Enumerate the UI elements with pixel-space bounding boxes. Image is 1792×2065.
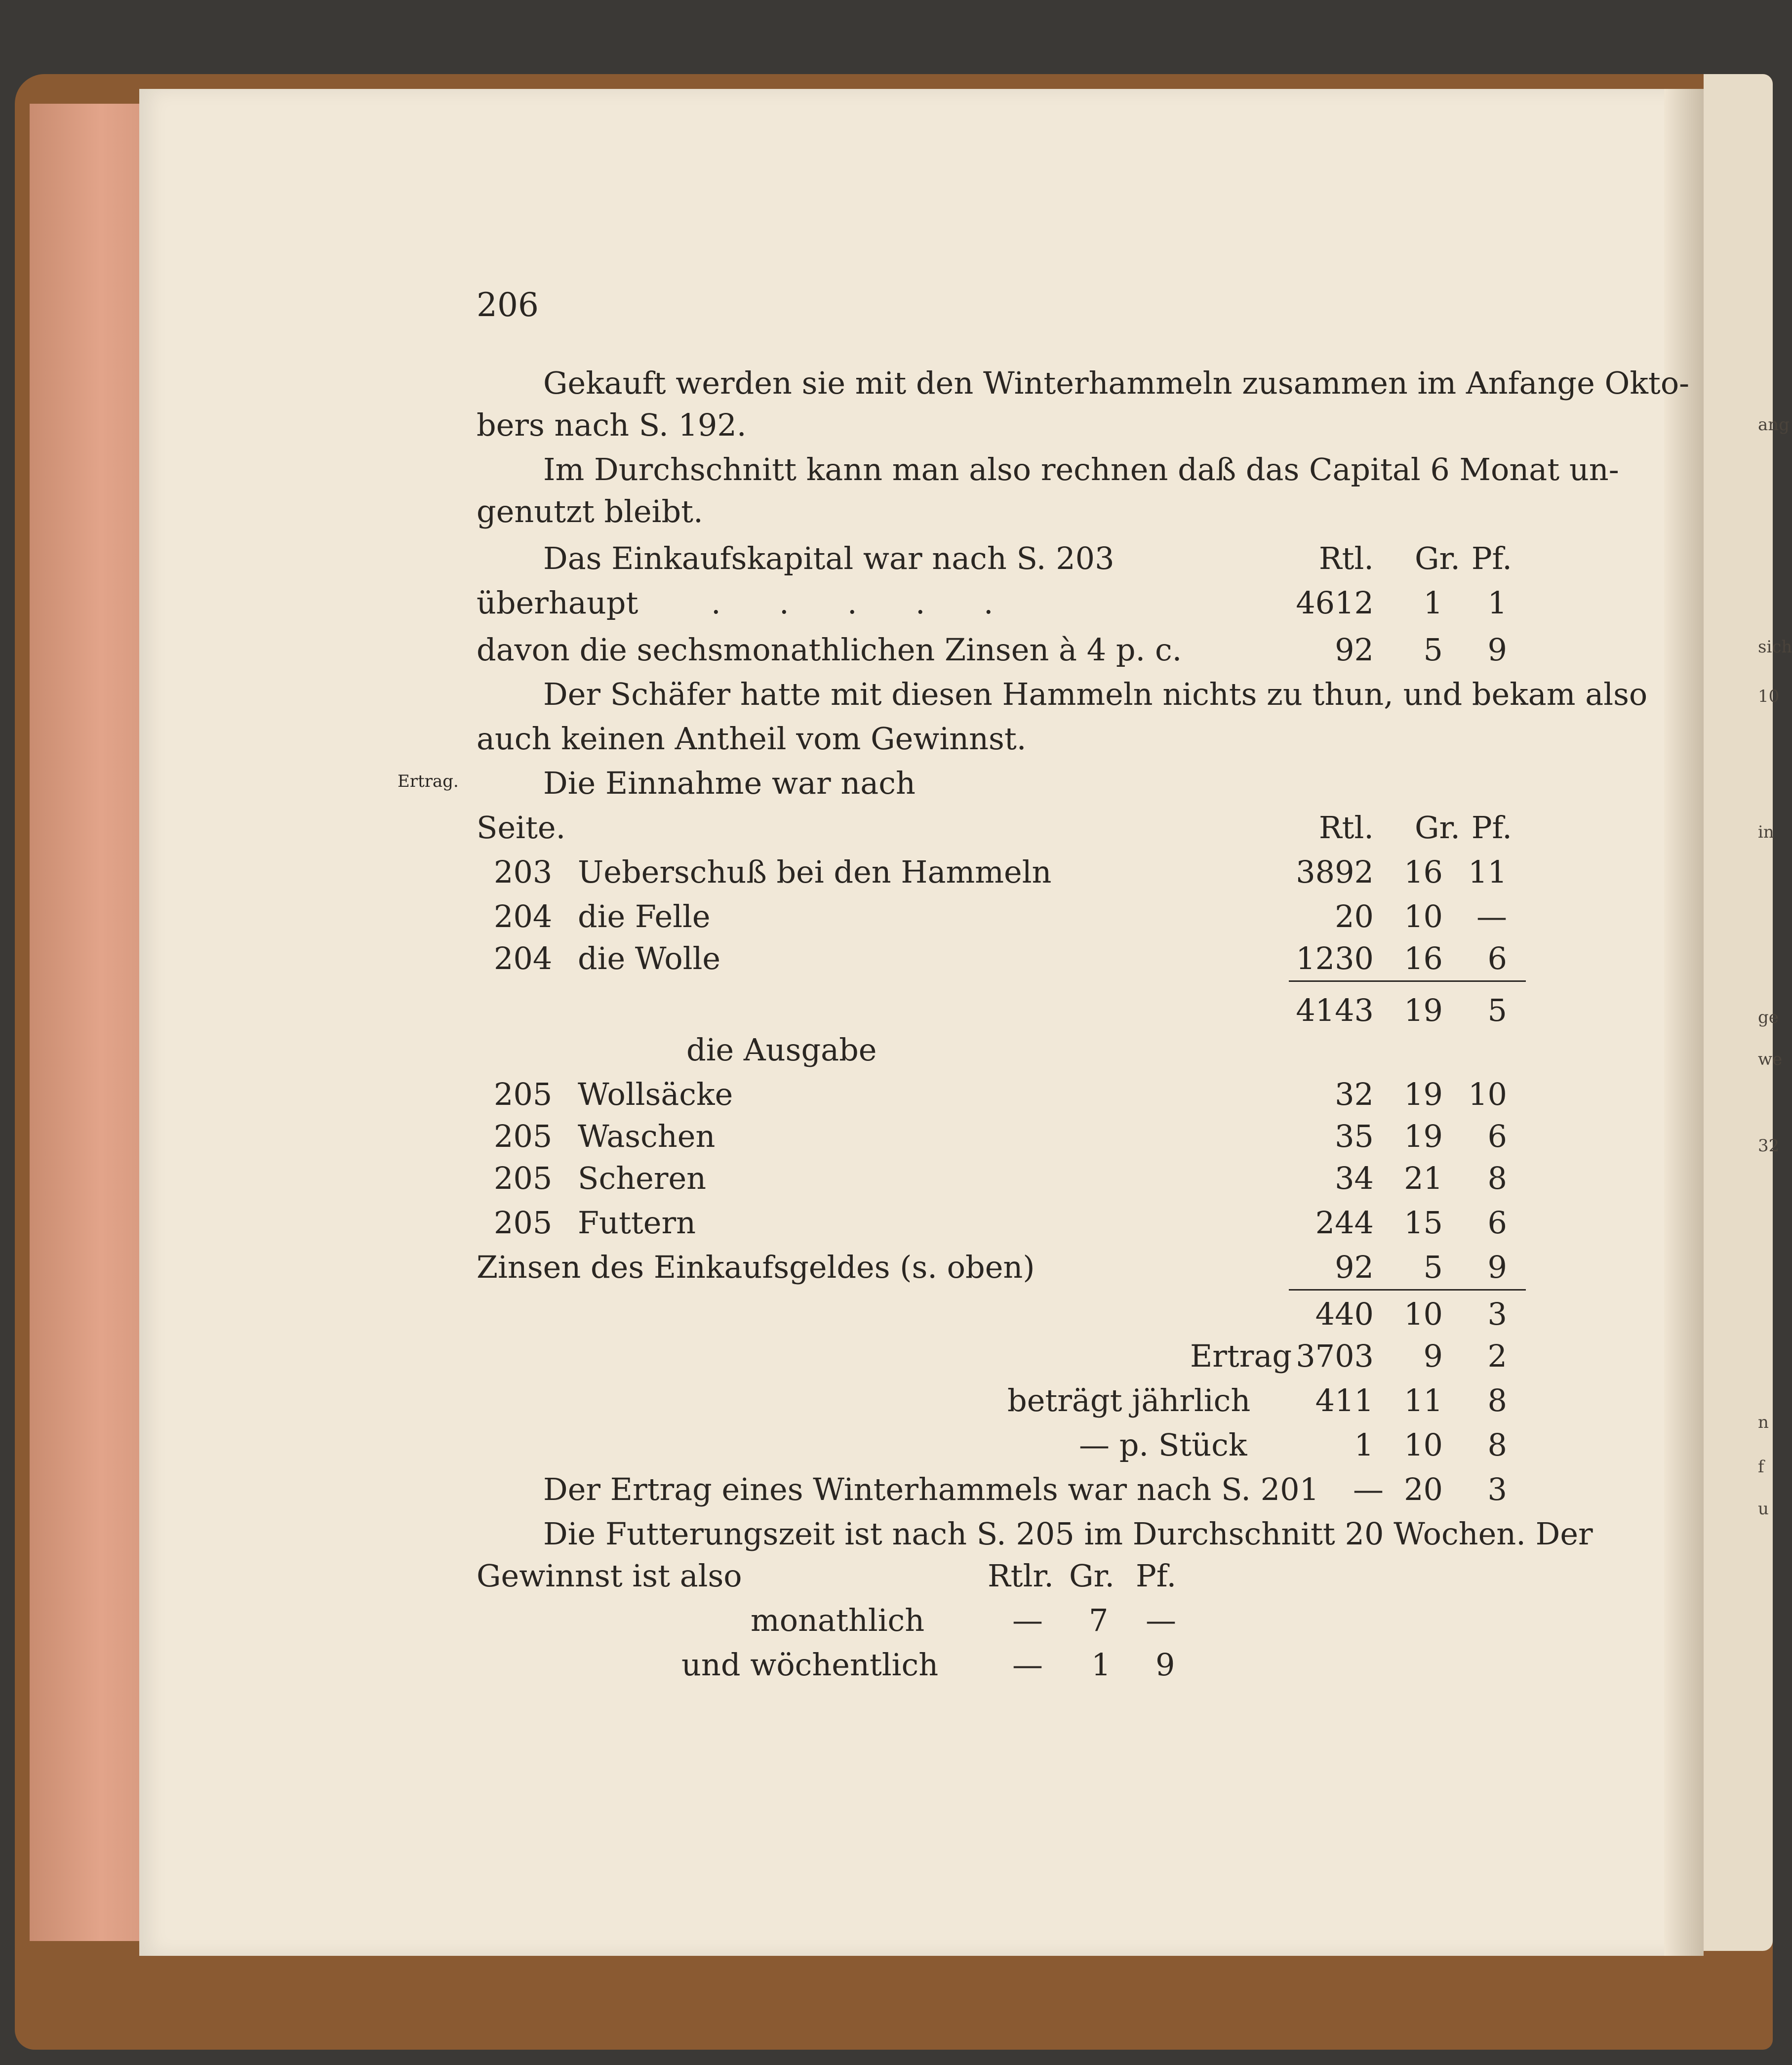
value-rtl: 1 <box>1354 1427 1374 1463</box>
value-gr: 11 <box>1404 1382 1443 1418</box>
row-seite: 203 <box>494 854 553 890</box>
value-gr: 10 <box>1404 898 1443 934</box>
header-rtl: Rtl. <box>1318 810 1374 846</box>
value-pf: 9 <box>1487 1249 1507 1285</box>
total-rtl: 4143 <box>1296 992 1374 1028</box>
row-seite: 205 <box>494 1076 553 1112</box>
value-rtl: 3703 <box>1296 1338 1374 1374</box>
value-gr: 19 <box>1404 1076 1443 1112</box>
row-label: die Wolle <box>578 940 721 976</box>
row-label: und wöchentlich <box>681 1647 939 1683</box>
value-pf: — <box>1146 1602 1176 1638</box>
value-gr: 20 <box>1404 1471 1443 1507</box>
value-rtl: 3892 <box>1296 854 1374 890</box>
value-gr: 5 <box>1423 1249 1443 1285</box>
value-gr: 16 <box>1404 940 1443 976</box>
value-rtl: 92 <box>1335 1249 1374 1285</box>
value-gr: 10 <box>1404 1427 1443 1463</box>
sum-rule <box>1289 1289 1526 1291</box>
row-label: davon die sechsmonathlichen Zinsen à 4 p. c. <box>477 632 1182 668</box>
value-rtl: 244 <box>1315 1205 1374 1241</box>
next-page-fragment: ang <box>1758 415 1790 435</box>
row-seite: 204 <box>494 940 553 976</box>
header-pf: Pf. <box>1136 1558 1177 1594</box>
value-gr: 1 <box>1423 585 1443 621</box>
value-pf: 6 <box>1487 940 1507 976</box>
text-line: Das Einkaufskapital war nach S. 203 <box>543 540 1115 576</box>
row-label: Scheren <box>578 1160 707 1196</box>
row-label: — p. Stück <box>1079 1427 1247 1463</box>
row-label: Ueberschuß bei den Hammeln <box>578 854 1052 890</box>
value-gr: 1 <box>1091 1647 1111 1683</box>
next-page-fragment: 32 <box>1758 1136 1780 1156</box>
value-rtl: 411 <box>1315 1382 1374 1418</box>
value-pf: — <box>1476 898 1507 934</box>
header-rtl: Rtl. <box>1318 540 1374 576</box>
header-pf: Pf. <box>1471 810 1512 846</box>
value-rtl: 34 <box>1335 1160 1374 1196</box>
value-pf: 2 <box>1487 1338 1507 1374</box>
value-gr: 15 <box>1404 1205 1443 1241</box>
value-pf: 6 <box>1487 1118 1507 1154</box>
header-rtlr: Rtlr. <box>988 1558 1054 1594</box>
row-label: Waschen <box>578 1118 716 1154</box>
row-label: beträgt jährlich <box>1007 1382 1251 1418</box>
value-gr: 7 <box>1089 1602 1109 1638</box>
value-gr: 5 <box>1423 632 1443 668</box>
next-page-fragment: u <box>1758 1499 1769 1519</box>
text-line: Die Futterungszeit ist nach S. 205 im Durchschnitt 20 Wochen. Der <box>543 1516 1593 1552</box>
row-label: Ertrag <box>1190 1338 1292 1374</box>
row-label: überhaupt <box>477 585 638 621</box>
header-gr: Gr. <box>1069 1558 1115 1594</box>
section-heading: die Ausgabe <box>686 1032 877 1068</box>
text-line: Der Ertrag eines Winterhammels war nach S. 201 <box>543 1471 1319 1507</box>
value-pf: 8 <box>1487 1160 1507 1196</box>
row-label: die Felle <box>578 898 711 934</box>
value-pf: 8 <box>1487 1382 1507 1418</box>
value-pf: 3 <box>1487 1471 1507 1507</box>
value-rtl: — <box>1012 1602 1043 1638</box>
value-gr: 19 <box>1404 1118 1443 1154</box>
value-pf: 11 <box>1468 854 1507 890</box>
next-page-fragment: sich <box>1758 637 1792 657</box>
next-page-fragment: we <box>1758 1050 1783 1069</box>
value-rtl: — <box>1353 1471 1384 1507</box>
next-page-fragment: ge <box>1758 1008 1779 1027</box>
text-line: auch keinen Antheil vom Gewinnst. <box>477 721 1027 757</box>
text-line: Im Durchschnitt kann man also rechnen daß das Capital 6 Monat un- <box>543 451 1619 487</box>
value-pf: 8 <box>1487 1427 1507 1463</box>
text-line: Gewinnst ist also <box>477 1558 742 1594</box>
value-gr: 16 <box>1404 854 1443 890</box>
value-gr: 9 <box>1423 1338 1443 1374</box>
next-page-fragment: n <box>1758 1413 1769 1432</box>
sum-rule <box>1289 980 1526 982</box>
margin-note: Ertrag. <box>398 771 459 791</box>
value-rtl: — <box>1012 1647 1043 1683</box>
value-rtl: 1230 <box>1296 940 1374 976</box>
total-gr: 10 <box>1404 1296 1443 1332</box>
page-number: 206 <box>477 286 539 324</box>
text-line: Die Einnahme war nach <box>543 765 916 801</box>
row-seite: 205 <box>494 1160 553 1196</box>
row-label: monathlich <box>751 1602 925 1638</box>
header-pf: Pf. <box>1471 540 1512 576</box>
value-rtl: 35 <box>1335 1118 1374 1154</box>
dot-leader: . . . . . <box>711 585 994 621</box>
total-gr: 19 <box>1404 992 1443 1028</box>
value-pf: 9 <box>1155 1647 1175 1683</box>
row-seite: 205 <box>494 1205 553 1241</box>
value-rtl: 4612 <box>1296 585 1374 621</box>
value-gr: 21 <box>1404 1160 1443 1196</box>
total-pf: 3 <box>1487 1296 1507 1332</box>
row-seite: 204 <box>494 898 553 934</box>
row-label: Futtern <box>578 1205 696 1241</box>
header-gr: Gr. <box>1414 810 1460 846</box>
value-pf: 10 <box>1468 1076 1507 1112</box>
value-rtl: 32 <box>1335 1076 1374 1112</box>
header-gr: Gr. <box>1414 540 1460 576</box>
value-rtl: 92 <box>1335 632 1374 668</box>
value-pf: 1 <box>1487 585 1507 621</box>
text-line: bers nach S. 192. <box>477 407 747 443</box>
value-rtl: 20 <box>1335 898 1374 934</box>
row-label: Zinsen des Einkaufsgeldes (s. oben) <box>477 1249 1035 1285</box>
row-label: Wollsäcke <box>578 1076 733 1112</box>
text-line: Der Schäfer hatte mit diesen Hammeln nichts zu thun, und bekam also <box>543 676 1648 712</box>
row-seite: 205 <box>494 1118 553 1154</box>
next-page-fragment: 10 <box>1758 687 1780 706</box>
text-line: genutzt bleibt. <box>477 493 703 529</box>
text-line: Seite. <box>477 810 566 846</box>
value-pf: 6 <box>1487 1205 1507 1241</box>
page-edges <box>30 104 148 1941</box>
next-page-fragment: f <box>1758 1457 1764 1477</box>
text-line: Gekauft werden sie mit den Winterhammeln zusammen im Anfange Okto- <box>543 365 1690 401</box>
value-pf: 9 <box>1487 632 1507 668</box>
next-page-fragment: in <box>1758 822 1774 842</box>
total-pf: 5 <box>1487 992 1507 1028</box>
total-rtl: 440 <box>1315 1296 1374 1332</box>
